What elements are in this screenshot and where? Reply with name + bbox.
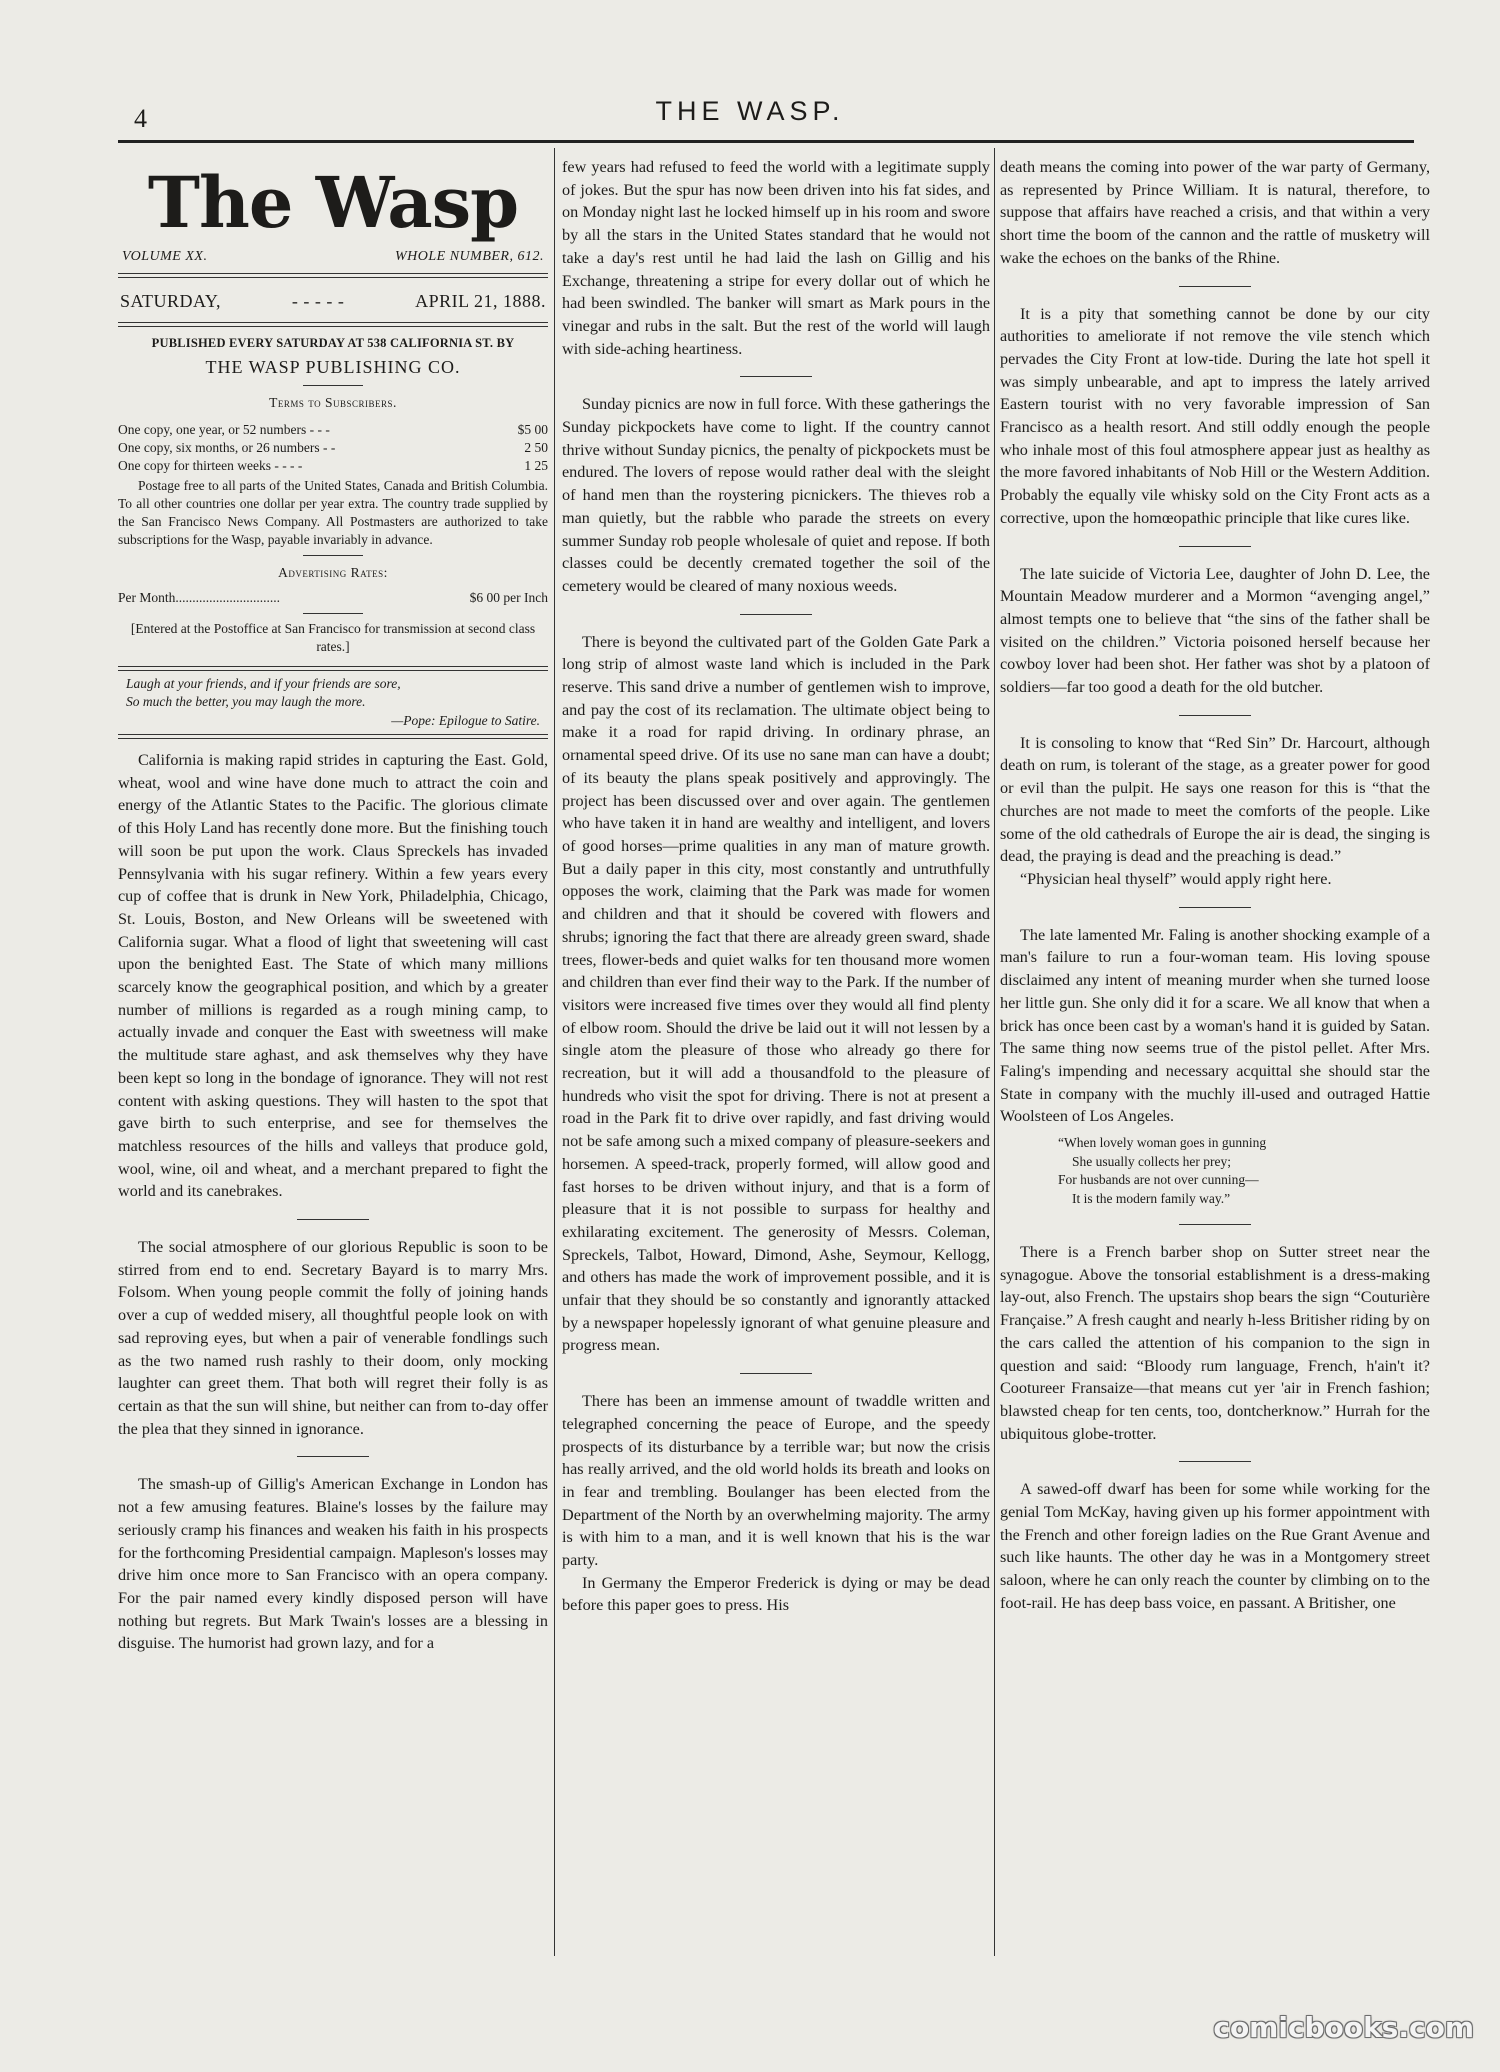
verse: [1058, 1134, 1430, 1208]
epigraph-source: —Pope: Epilogue to Satire.: [391, 712, 540, 728]
column-rule-1: [554, 148, 555, 1956]
article-paragraph: The social atmosphere of our glorious Republic is soon to be stirred from end to end. Secretary Bayard is to marry Mrs. Folsom. When young people commit the folly of joining hands over a cup of wedded misery, all thoughtful people look on with sad reproving eyes, but when a pair of venerable fondlings such as the two named rush rashly to their doom, only mocking laughter can greet them. That both will regret their folly is as certain as that the sun will shine, but neither can from to-day offer the plea that they sinned in ignorance.: [118, 1238, 548, 1438]
article-paragraph: “Physician heal thyself” would apply right here.: [1020, 869, 1332, 888]
terms-row: [118, 457, 548, 475]
article-divider: [297, 1219, 369, 1220]
article-paragraph: few years had refused to feed the world with a legitimate supply of jokes. But the spur has now been driven into his fat sides, and on Monday night last he locked himself up in his room and swore by all the stars in the United States standard that he would not take a day's rest until he had laid the lash on Gillig and his Exchange, threatening a stripe for every dollar out of which he had been swindled. The banker will smart as Mark pours in the vinegar and rubs in the salt. But the rest of the world will laugh with side-aching heartiness.: [562, 158, 990, 358]
article-divider: [1179, 286, 1251, 287]
article-paragraph: In Germany the Emperor Frederick is dying or may be dead before this paper goes to press. His: [562, 1573, 990, 1615]
advertising-heading: Advertising Rates:: [278, 564, 388, 580]
terms-label: One copy for thirteen weeks - - - -: [118, 457, 303, 473]
volume-row: [118, 246, 548, 273]
running-head: THE WASP.: [655, 96, 845, 126]
article-divider: [297, 1456, 369, 1457]
article-divider: [740, 614, 812, 615]
article-divider: [1179, 1461, 1251, 1462]
verse-line: “When lovely woman goes in gunning: [1058, 1135, 1267, 1151]
article-divider: [740, 1373, 812, 1374]
column-2: [562, 156, 990, 1617]
article-divider: [1179, 907, 1251, 908]
masthead-title: The Wasp: [147, 161, 519, 244]
header-rule: [118, 140, 1414, 143]
article-divider: [1179, 1224, 1251, 1225]
epigraph-line: Laugh at your friends, and if your friends are sore,: [126, 675, 401, 691]
volume-label: VOLUME XX.: [122, 249, 208, 264]
column-rule-2: [994, 148, 995, 1956]
published-line: PUBLISHED EVERY SATURDAY AT 538 CALIFORNIA ST. BY: [151, 336, 515, 351]
advertising-row: [118, 589, 548, 607]
terms-label: One copy, one year, or 52 numbers - - -: [118, 421, 330, 437]
article-divider: [1179, 715, 1251, 716]
terms-label: One copy, six months, or 26 numbers - -: [118, 439, 336, 455]
article-paragraph: The smash-up of Gillig's American Exchange in London has not a few amusing features. Blaine's losses by the failure may seriously cramp his finances and weaken his faith in his prospects for the forthcoming Presidential campaign. Mapleson's losses may drive him once more to San Francisco with an opera company. For the pair named every kindly disposed person will have nothing but regrets. But Mark Twain's losses are a blessing in disguise. The humorist had grown lazy, and for a: [118, 1475, 548, 1653]
article-paragraph: There is beyond the cultivated part of the Golden Gate Park a long strip of almost waste land which is included in the Park reserve. This sand drive a number of gentlemen wish to improve, and pay the cost of its reclamation. The ultimate object being to make it a road for rapid driving. In ordinary phrase, an ornamental speed drive. Of its use no sane man can have a doubt; of its beauty the plans speak positively and approvingly. The project has been discussed over and over again. The gentlemen who have taken it in hand are wealthy and intelligent, and lovers of good horses—prime qualities in any man of mature growth. But a daily paper in this city, most constantly and untruthfully opposes the work, claiming that the Park was made for women and children and that it should be covered with flowers and shrubs; ignoring the fact that there are already green sward, shade trees, flower-beds and quiet walks for ten thousand more women and children than ever find their way to the Park. If the number of visitors were increased five times over they would all find plenty of elbow room. Should the drive be laid out it will not lessen by a single atom the pleasure of those who already go there for recreation, but it will add a thousandfold to the pleasure of hundreds who visit the spot for driving. There is not at present a road in the Park fit to drive over rapidly, and fast driving would not be safe among such a mixed company of pleasure-seekers and horsemen. A speed-track, properly formed, will allow good and fast horses to be driven without injury, and that is a form of pleasure that it is not possible to surpass for healthy and exhilarating excitement. The generosity of Messrs. Coleman, Spreckels, Talbot, Howard, Dimond, Ashe, Seymour, Kellogg, and others has made the work of improvement possible, and it is unfair that they should be so constantly and ignorantly attacked by a newspaper hopelessly ignorant of what genuine pleasure and progress mean.: [562, 632, 990, 1355]
advertising-price: $6 00 per Inch: [469, 589, 548, 605]
terms-list: [118, 421, 548, 475]
terms-price: 1 25: [524, 457, 548, 473]
page-number: 4: [134, 104, 147, 133]
article-paragraph: The late suicide of Victoria Lee, daughter of John D. Lee, the Mountain Meadow murderer and a Mormon “avenging angel,” almost tempts one to believe that “the sins of the father shall be visited on the children.” Victoria poisoned herself because her cowboy lover had been shot. Her father was shot by a platoon of soldiers—far too good a death for the old butcher.: [1000, 564, 1430, 697]
day-label: SATURDAY,: [120, 290, 222, 311]
date-dashes: - - - - -: [291, 290, 345, 311]
date-label: APRIL 21, 1888.: [415, 290, 546, 311]
epigraph-line: So much the better, you may laugh the more.: [126, 694, 366, 710]
epigraph: [118, 671, 548, 735]
article-paragraph: It is a pity that something cannot be done by our city authorities to ameliorate if not remove the vile stench which pervades the City Front at low-tide. During the late hot spell it was simply unbearable, and apt to impress the lately arrived Eastern tourist with no very favorable impression of San Francisco as a health resort. And still oddly enough the people who inhale most of this foul atmosphere appear just as healthy as the more favored inhabitants of Nob Hill or the Western Addition. Probably the equally vile whisky sold on the City Front acts as a corrective, upon the homœopathic principle that like cures like.: [1000, 304, 1430, 527]
date-row: [118, 278, 548, 323]
entered-note: [Entered at the Postoffice at San Francisco for transmission at second class rates.]: [130, 620, 536, 654]
terms-heading: Terms to Subscribers.: [269, 395, 397, 411]
article-paragraph: The late lamented Mr. Faling is another shocking example of a man's failure to run a four-woman team. His loving spouse disclaimed any intent of meaning murder when she turned loose her little gun. She only did it for a scare. We all know that when a brick has once been cast by a woman's hand it is guided by Satan. The same thing now seems true of the pistol pellet. After Mrs. Faling's impending and necessary acquittal she should star the State in company with the muchly ill-used and outraged Hattie Woolsteen of Los Angeles.: [1000, 925, 1430, 1126]
article-paragraph: A sawed-off dwarf has been for some while working for the genial Tom McKay, having given up his former appointment with the French and other foreign ladies on the Rue Grant Avenue and such like haunts. The other day he was in a Montgomery street saloon, where he can only reach the counter by climbing on to the foot-rail. He has deep bass voice, en passant. A Britisher, one: [1000, 1480, 1430, 1612]
terms-price: $5 00: [517, 421, 548, 437]
verse-line: It is the modern family way.”: [1072, 1190, 1231, 1206]
terms-row: [118, 439, 548, 457]
article-paragraph: Sunday picnics are now in full force. With these gatherings the Sunday pickpockets have come to light. If the country cannot thrive without Sunday picnics, the penalty of pickpockets must be endured. The lovers of repose would rather deal with the sleight of hand men than the roystering picnickers. The thieves rob a man quietly, but the rabble who parade the streets on every summer Sunday rob people wholesale of quiet and repose. If both classes could be decently cremated together the soil of the cemetery would be cleared of many noxious weeds.: [562, 395, 990, 595]
terms-row: [118, 421, 548, 439]
column-1: [118, 156, 548, 1655]
whole-number-label: WHOLE NUMBER, 612.: [395, 249, 544, 264]
watermark-logo: comicbooks.com: [1213, 2011, 1474, 2044]
article-paragraph: There is a French barber shop on Sutter street near the synagogue. Above the tonsorial establishment is a dress-making lay-out, also French. The upstairs shop bears the sign “Couturière Française.” A fresh caught and nearly h-less Britisher riding by on the cars called the attention of his companion to the sign in question and said: “Bloody rum language, French, h'ain't it? Cootureer Fransaize—that means cut yer 'air in French fashion; blawsted cheap for ten cents, too, dontcherknow.” Hurrah for the ubiquitous globe-trotter.: [1000, 1243, 1430, 1443]
column-3: [1000, 156, 1430, 1615]
article-divider: [740, 376, 812, 377]
epigraph-bottom-rule: [118, 734, 548, 739]
divider: [303, 613, 363, 614]
verse-line: For husbands are not over cunning—: [1058, 1172, 1259, 1188]
article-paragraph: death means the coming into power of the war party of Germany, as represented by Prince William. It is natural, therefore, to suppose that affairs have reached a crisis, and that within a very short time the boom of the cannon and the rattle of musketry will wake the echoes on the banks of the Rhine.: [1000, 158, 1430, 267]
divider: [303, 385, 363, 386]
verse-line: She usually collects her prey;: [1072, 1153, 1231, 1169]
article-divider: [1179, 546, 1251, 547]
article-paragraph: There has been an immense amount of twaddle written and telegraphed concerning the peace of Europe, and the speedy prospects of its disturbance by a terrible war; but now the crisis has really arrived, and the old world holds its breath and looks on in fear and trembling. Boulanger has been elected from the Department of the North by an overwhelming majority. The army is with him to a man, and it is well known that his is the war party.: [562, 1392, 990, 1570]
divider: [303, 555, 363, 556]
publisher-name: THE WASP PUBLISHING CO.: [205, 357, 461, 378]
advertising-label: Per Month...............................: [118, 589, 280, 605]
postage-note: Postage free to all parts of the United States, Canada and British Columbia. To all other countries one dollar per year extra. The country trade supplied by the San Francisco News Company. All Postmasters are authorized to take subscriptions for the Wasp, payable invariably in advance.: [118, 477, 548, 547]
article-paragraph: It is consoling to know that “Red Sin” Dr. Harcourt, although death on rum, is tolerant of the stage, as a greater power for good or evil than the pulpit. He says one reason for this is “that the churches are not made to meet the comforts of the people. Like some of the old cathedrals of Europe the air is dead, the singing is dead, the praying is dead and the preaching is dead.”: [1000, 733, 1430, 866]
article-paragraph: California is making rapid strides in capturing the East. Gold, wheat, wool and wine have done much to attract the coin and energy of the Atlantic States to the Pacific. The glorious climate of this Holy Land has recently done more. But the finishing touch will soon be put upon the work. Claus Spreckels has invaded Pennsylvania with his sugar refinery. Within a few years every cup of coffee that is drunk in New York, Philadelphia, Chicago, St. Louis, Boston, and New Orleans will be sweetened with California sugar. What a flood of light that sweetening will cast upon the benighted East. The State of which many millions scarcely know the geographical position, and which by a greater number of millions is regarded as a rough mining camp, to actually invade and conquer the East with sweetness will make the multitude stare aghast, and ask themselves why they have been kept so long in the bondage of ignorance. They will not rest content with asking questions. They will hasten to the spot that gave birth to such enterprise, and see for themselves the matchless resources of the hills and valleys that produce gold, wool, wine, oil and wheat, and a merchant prepared to fight the world and its canebrakes.: [118, 751, 548, 1201]
terms-price: 2 50: [524, 439, 548, 455]
date-double-rule: [118, 322, 548, 327]
